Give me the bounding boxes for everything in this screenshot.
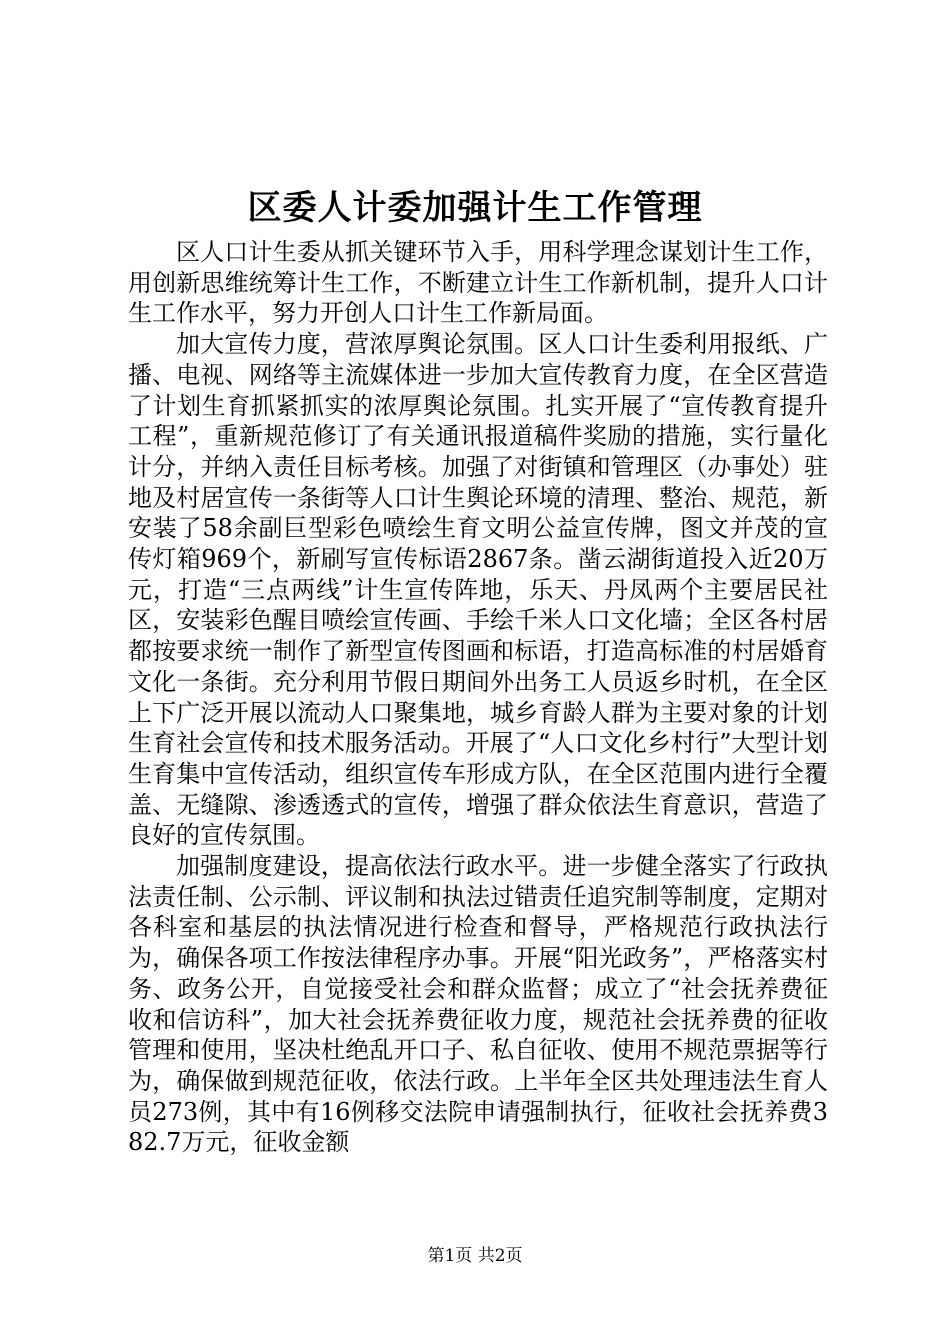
document-title: 区委人计委加强计生工作管理 [247, 188, 703, 228]
document-body [128, 237, 828, 1158]
page-number: 第1页 共2页 [427, 1246, 523, 1266]
paragraph-intro: 区人口计生委从抓关键环节入手，用科学理念谋划计生工作，用创新思维统筹计生工作，不断建立计生工作新机制，提升人口计生工作水平，努力开创人口计生工作新局面。 [128, 238, 828, 328]
paragraph-system-building: 加强制度建设，提高依法行政水平。进一步健全落实了行政执法责任制、公示制、评议制和执法过错责任追究制等制度，定期对各科室和基层的执法情况进行检查和督导，严格规范行政执法行为，确保各项工作按法律程序办事。开展“阳光政务”，严格落实村务、政务公开，自觉接受社会和群众监督；成立了“社会抚养费征收和信访科”，加大社会抚养费征收力度，规范社会抚养费的征收管理和使用，坚决杜绝乱开口子、私自征收、使用不规范票据等行为，确保做到规范征收，依法行政。上半年全区共处理违法生育人员273例，其中有16例移交法院申请强制执行，征收社会抚养费382.7万元，征收金额 [128, 852, 828, 1157]
paragraph-publicity: 加大宣传力度，营浓厚舆论氛围。区人口计生委利用报纸、广播、电视、网络等主流媒体进一步加大宣传教育力度，在全区营造了计划生育抓紧抓实的浓厚舆论氛围。扎实开展了“宣传教育提升工程”，重新规范修订了有关通讯报道稿件奖励的措施，实行量化计分，并纳入责任目标考核。加强了对街镇和管理区（办事处）驻地及村居宣传一条街等人口计生舆论环境的清理、整治、规范，新安装了58余副巨型彩色喷绘生育文明公益宣传牌，图文并茂的宣传灯箱969个，新刷写宣传标语2867条。凿云湖街道投入近20万元，打造“三点两线”计生宣传阵地，乐天、丹凤两个主要居民社区，安装彩色醒目喷绘宣传画、手绘千米人口文化墙；全区各村居都按要求统一制作了新型宣传图画和标语，打造高标准的村居婚育文化一条街。充分利用节假日期间外出务工人员返乡时机，在全区上下广泛开展以流动人口聚集地，城乡育龄人群为主要对象的计划生育社会宣传和技术服务活动。开展了“人口文化乡村行”大型计划生育集中宣传活动，组织宣传车形成方队，在全区范围内进行全覆盖、无缝隙、渗透透式的宣传，增强了群众依法生育意识，营造了良好的宣传氛围。 [128, 330, 828, 850]
